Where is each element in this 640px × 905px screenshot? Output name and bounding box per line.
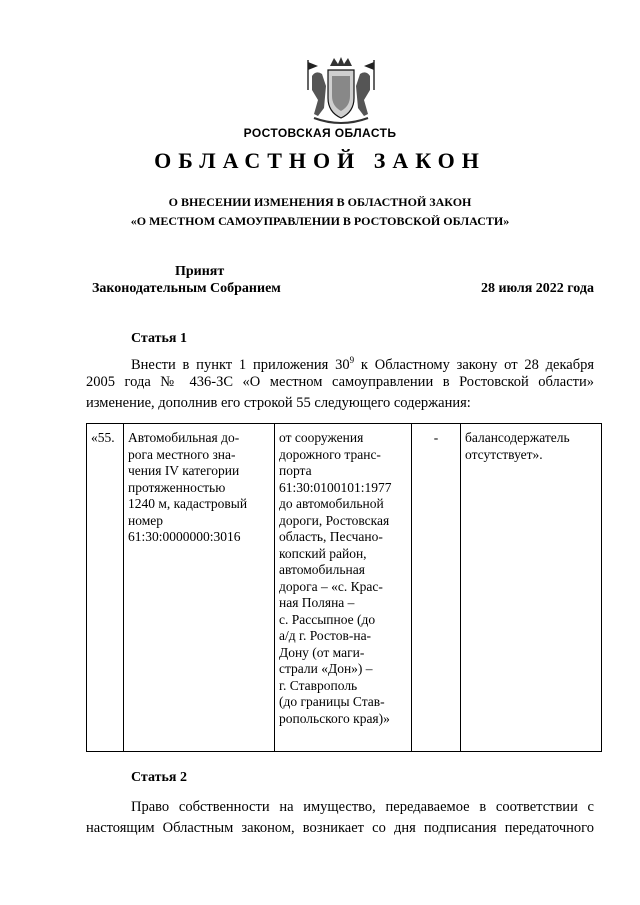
- location-line: до автомобильной: [279, 496, 384, 511]
- adoption-date: 28 июля 2022 года: [480, 281, 594, 296]
- location-line: дорога – «с. Крас-: [279, 578, 383, 594]
- article-1-line-1-start: Внести в пункт 1 приложения 30: [131, 356, 350, 373]
- location-line: с. Рассыпное (до: [279, 611, 376, 627]
- law-subject-line-1: О ВНЕСЕНИИ ИЗМЕНЕНИЯ В ОБЛАСТНОЙ ЗАКОН: [168, 195, 472, 209]
- region-name: РОСТОВСКАЯ ОБЛАСТЬ: [243, 126, 397, 140]
- location-line: ная Поляна –: [279, 595, 355, 610]
- rostov-oblast-coat-of-arms-icon: [300, 56, 382, 126]
- document-type-title: ОБЛАСТНОЙ ЗАКОН: [154, 148, 486, 173]
- object-line: протяженностью: [128, 479, 226, 495]
- location-line: область, Песчано-: [279, 529, 383, 544]
- location-line: 61:30:0100101:1977: [279, 479, 392, 495]
- table-row: [87, 424, 602, 752]
- article-1-line-3: изменение, дополнив его строкой 55 следующего содержания:: [86, 395, 471, 411]
- adopted-by: Законодательным Собранием: [92, 281, 281, 296]
- holder-line: отсутствует».: [465, 446, 543, 462]
- cell-number: «55.: [87, 424, 124, 752]
- article-2-heading: Статья 2: [131, 770, 187, 785]
- law-subject-line-2: «О МЕСТНОМ САМОУПРАВЛЕНИИ В РОСТОВСКОЙ ОБЛАСТИ»: [130, 214, 510, 228]
- location-line: дороги, Ростовская: [279, 512, 390, 528]
- adopted-label: Принят: [175, 264, 225, 279]
- object-line: 61:30:0000000:3016: [128, 529, 241, 544]
- cell-dash: -: [412, 424, 461, 752]
- holder-line: балансодержатель: [465, 430, 570, 445]
- cell-location: [275, 424, 412, 752]
- location-line: порта: [279, 463, 312, 478]
- location-line: от сооружения: [279, 430, 364, 445]
- article-2-line-2: настоящим Областным законом, возникает со дня подписания передаточного: [86, 820, 594, 836]
- object-line: рога местного зна-: [128, 446, 236, 462]
- article-1-heading: Статья 1: [131, 331, 187, 346]
- appendix-superscript: 9: [349, 355, 355, 365]
- object-line: чения IV категории: [128, 463, 240, 478]
- amendment-table: [86, 423, 602, 752]
- location-line: а/д г. Ростов-на-: [279, 628, 372, 643]
- location-line: г. Ставрополь: [279, 677, 358, 693]
- object-line: 1240 м, кадастровый: [128, 496, 248, 511]
- article-1-line-1-end: к Областному закону от 28 декабря: [354, 356, 594, 373]
- object-line: Автомобильная до-: [128, 430, 240, 445]
- location-line: автомобильная: [279, 562, 365, 577]
- object-line: номер: [128, 512, 164, 528]
- cell-object: [124, 424, 275, 752]
- location-line: страли «Дон») –: [279, 661, 373, 676]
- article-2-line-1: Право собственности на имущество, передаваемое в соответствии с: [131, 799, 594, 815]
- article-1-line-2: 2005 года № 436-ЗС «О местном самоуправлении в Ростовской области»: [86, 374, 594, 390]
- location-line: (до границы Став-: [279, 694, 385, 709]
- cell-holder: [461, 424, 602, 752]
- location-line: ропольского края)»: [279, 710, 390, 726]
- location-line: дорожного транс-: [279, 446, 381, 462]
- location-line: Дону (от маги-: [279, 644, 365, 660]
- location-line: копский район,: [279, 545, 367, 561]
